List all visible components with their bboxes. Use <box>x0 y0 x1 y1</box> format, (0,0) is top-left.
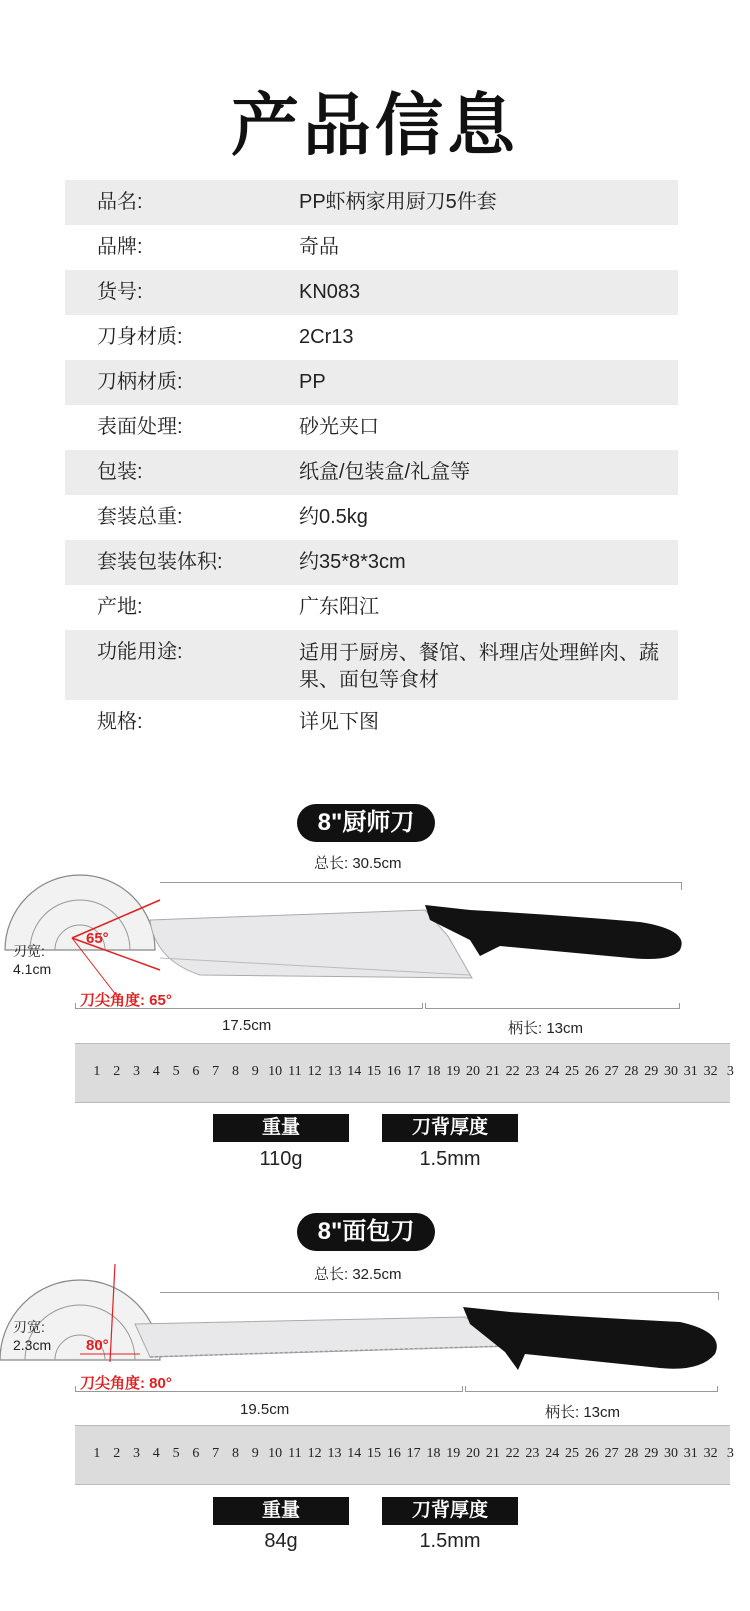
angle-value: 80° <box>86 1337 109 1354</box>
ruler <box>75 1425 734 1485</box>
spec-value: PP <box>299 371 326 393</box>
spec-label: 套装包装体积: <box>97 551 223 573</box>
thickness-badge: 刀背厚度 <box>382 1114 518 1142</box>
spec-value: 约35*8*3cm <box>299 551 406 573</box>
knife-name-pill: 8"面包刀 <box>297 1213 435 1251</box>
ruler-numbers: 1 2 3 4 5 6 7 8 9 10 11 12 13 14 15 16 17 18 19 20 21 22 23 24 25 26 27 28 29 30 31 32 3 <box>93 1064 734 1079</box>
knife-name-pill: 8"厨师刀 <box>297 804 435 842</box>
spec-value: 2Cr13 <box>299 326 354 348</box>
weight-badge: 重量 <box>213 1497 349 1525</box>
weight-value: 110g <box>259 1148 303 1170</box>
handle-length-label: 柄长: 13cm <box>545 1404 621 1421</box>
weight-badge: 重量 <box>213 1114 349 1142</box>
blade-width-label: 刃宽: <box>13 943 45 959</box>
blade-length-line <box>75 1386 463 1392</box>
spec-value: 约0.5kg <box>299 506 368 528</box>
page-title: 产品信息 <box>230 88 519 164</box>
handle-length-line <box>465 1386 718 1392</box>
spec-label: 品牌: <box>97 236 143 258</box>
bread-knife-illustration <box>0 1262 730 1382</box>
angle-value: 65° <box>86 930 109 947</box>
spec-label: 套装总重: <box>97 506 183 528</box>
blade-length-label: 19.5cm <box>240 1401 290 1418</box>
ruler-numbers: 1 2 3 4 5 6 7 8 9 10 11 12 13 14 15 16 17 18 19 20 21 22 23 24 25 26 27 28 29 30 31 32 3 <box>93 1446 734 1461</box>
spec-label: 包装: <box>97 461 143 483</box>
tip-angle-label: 刀尖角度: 65° <box>80 992 172 1009</box>
spec-label: 功能用途: <box>97 641 183 663</box>
spec-value: 适用于厨房、餐馆、料理店处理鲜肉、蔬果、面包等食材 <box>299 642 659 691</box>
spec-value: PP虾柄家用厨刀5件套 <box>299 191 497 213</box>
blade-length-label: 17.5cm <box>222 1017 272 1034</box>
spec-value: 详见下图 <box>299 711 379 733</box>
tip-angle-label: 刀尖角度: 80° <box>80 1375 172 1392</box>
spec-label: 货号: <box>97 281 143 303</box>
blade-width-value: 2.3cm <box>13 1337 52 1353</box>
spec-value: KN083 <box>299 281 361 303</box>
spec-label: 刀身材质: <box>97 326 183 348</box>
spec-label: 表面处理: <box>97 416 183 438</box>
thickness-value: 1.5mm <box>419 1148 481 1170</box>
total-length-label: 总长: 32.5cm <box>314 1266 402 1283</box>
spec-label: 刀柄材质: <box>97 371 183 393</box>
blade-width-value: 4.1cm <box>13 961 52 977</box>
spec-label: 产地: <box>97 596 143 618</box>
spec-value: 广东阳江 <box>299 596 379 618</box>
thickness-badge: 刀背厚度 <box>382 1497 518 1525</box>
blade-width-label: 刃宽: <box>13 1319 45 1335</box>
spec-value: 奇品 <box>299 236 339 258</box>
total-length-label: 总长: 30.5cm <box>314 855 402 872</box>
handle-length-label: 柄长: 13cm <box>508 1020 584 1037</box>
thickness-value: 1.5mm <box>419 1530 481 1552</box>
spec-label: 品名: <box>97 191 143 213</box>
spec-label: 规格: <box>97 711 143 733</box>
spec-value: 砂光夹口 <box>299 416 379 438</box>
spec-value: 纸盒/包装盒/礼盒等 <box>299 461 471 483</box>
weight-value: 84g <box>264 1530 298 1552</box>
